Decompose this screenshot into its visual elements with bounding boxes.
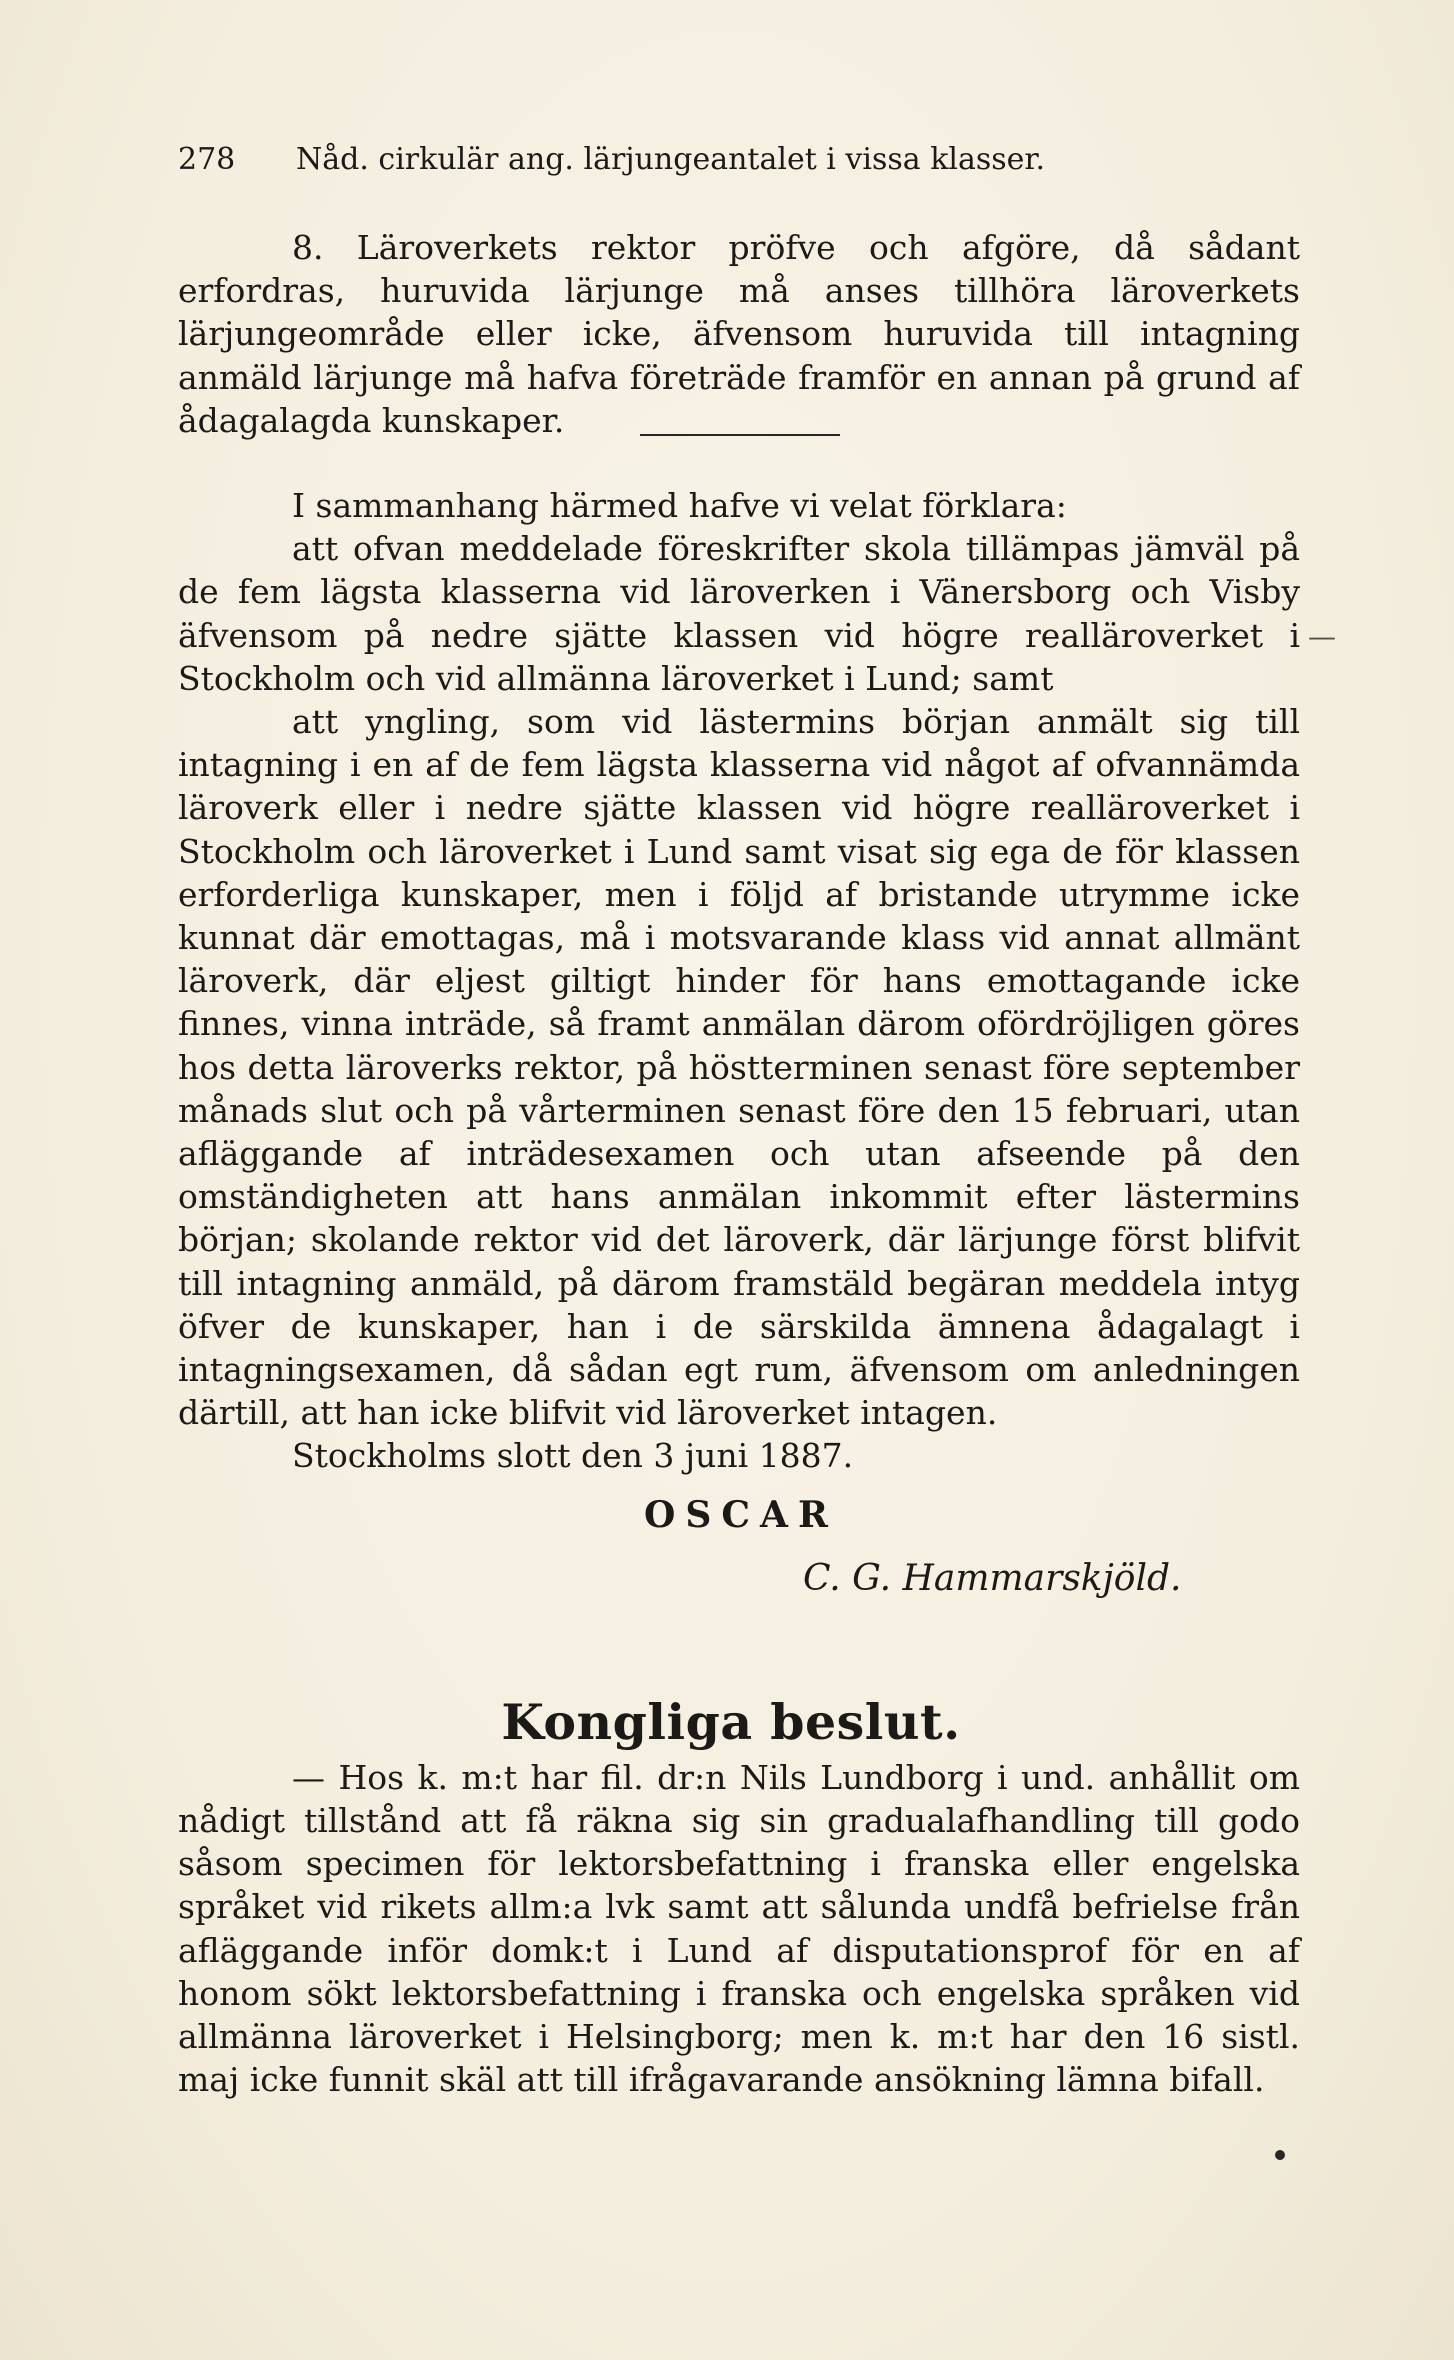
margin-mark: — xyxy=(1308,620,1336,653)
date-line: Stockholms slott den 3 juni 1887. xyxy=(292,1436,854,1476)
decision-paragraph: — Hos k. m:t har fil. dr:n Nils Lundborg i und. anhållit om nådigt tillstånd att få räkna sig sin gradualafhandling till godo såsom specimen för lektorsbefattning i franska eller engelska språket vid rikets allm:a lvk samt att sålunda undfå befrielse från afläggande inför domk:t i Lund af disputationsprof för en af honom sökt lektorsbefattning i franska och engelska språken vid allmänna läroverket i Helsingborg; men k. m:t har den 16 sistl. maj icke funnit skäl att till ifrågavarande ansökning lämna bifall. xyxy=(178,1757,1300,2100)
section-heading: Kongliga beslut. xyxy=(501,1692,961,1751)
running-head xyxy=(178,140,1300,180)
running-title: Nåd. cirkulär ang. lärjungeantalet i vissa klasser. xyxy=(296,142,1045,177)
monarch-signature: OSCAR xyxy=(644,1493,838,1536)
section-divider xyxy=(640,434,840,436)
clause-2-paragraph: att yngling, som vid lästermins början anmält sig till intagning i en af de fem lägsta klasserna vid något af ofvannämda läroverk eller i nedre sjätte klassen vid högre realläroverket i Stockholm och läroverket i Lund samt visat sig ega de för klassen erforderliga kunskaper, men i följd af bristande utrymme icke kunnat där emottagas, må i motsvarande klass vid annat allmänt läroverk, där eljest giltigt hinder för hans emottagande icke finnes, vinna inträde, så framt anmälan därom ofördröjligen göres hos detta läroverks rektor, på höstterminen senast före september månads slut och på vårterminen senast före den 15 februari, utan afläggande af inträdesexamen och utan afseende på den omständigheten att hans anmälan inkommit efter lästermins början; skolande rektor vid det läroverk, där lärjunge först blifvit till intagning anmäld, på därom framstäld begäran meddela intyg öfver de kunskaper, han i de särskilda ämnena ådagalagt i intagningsexamen, då sådan egt rum, äfvensom om anledningen därtill, att han icke blifvit vid läroverket intagen. xyxy=(178,702,1300,1433)
countersignature: C. G. Hammarskjöld. xyxy=(803,1557,1182,1599)
intro-paragraph: I sammanhang härmed hafve vi velat förklara: xyxy=(292,486,1067,526)
section-8-paragraph: 8. Läroverkets rektor pröfve och afgöre, då sådant erfordras, huruvida lärjunge må anses tillhöra läroverkets lärjungeområde eller icke, äfvensom huruvida till intagning anmäld lärjunge må hafva företräde framför en annan på grund af ådagalagda kunskaper. xyxy=(178,228,1300,440)
ink-speck xyxy=(1275,2150,1285,2160)
clause-1-paragraph: att ofvan meddelade föreskrifter skola tillämpas jämväl på de fem lägsta klasserna vid läroverken i Vänersborg och Visby äfvensom på nedre sjätte klassen vid högre realläroverket i Stockholm och vid allmänna läroverket i Lund; samt xyxy=(178,529,1300,698)
page-number: 278 xyxy=(178,142,236,177)
page-content xyxy=(178,140,1300,2101)
